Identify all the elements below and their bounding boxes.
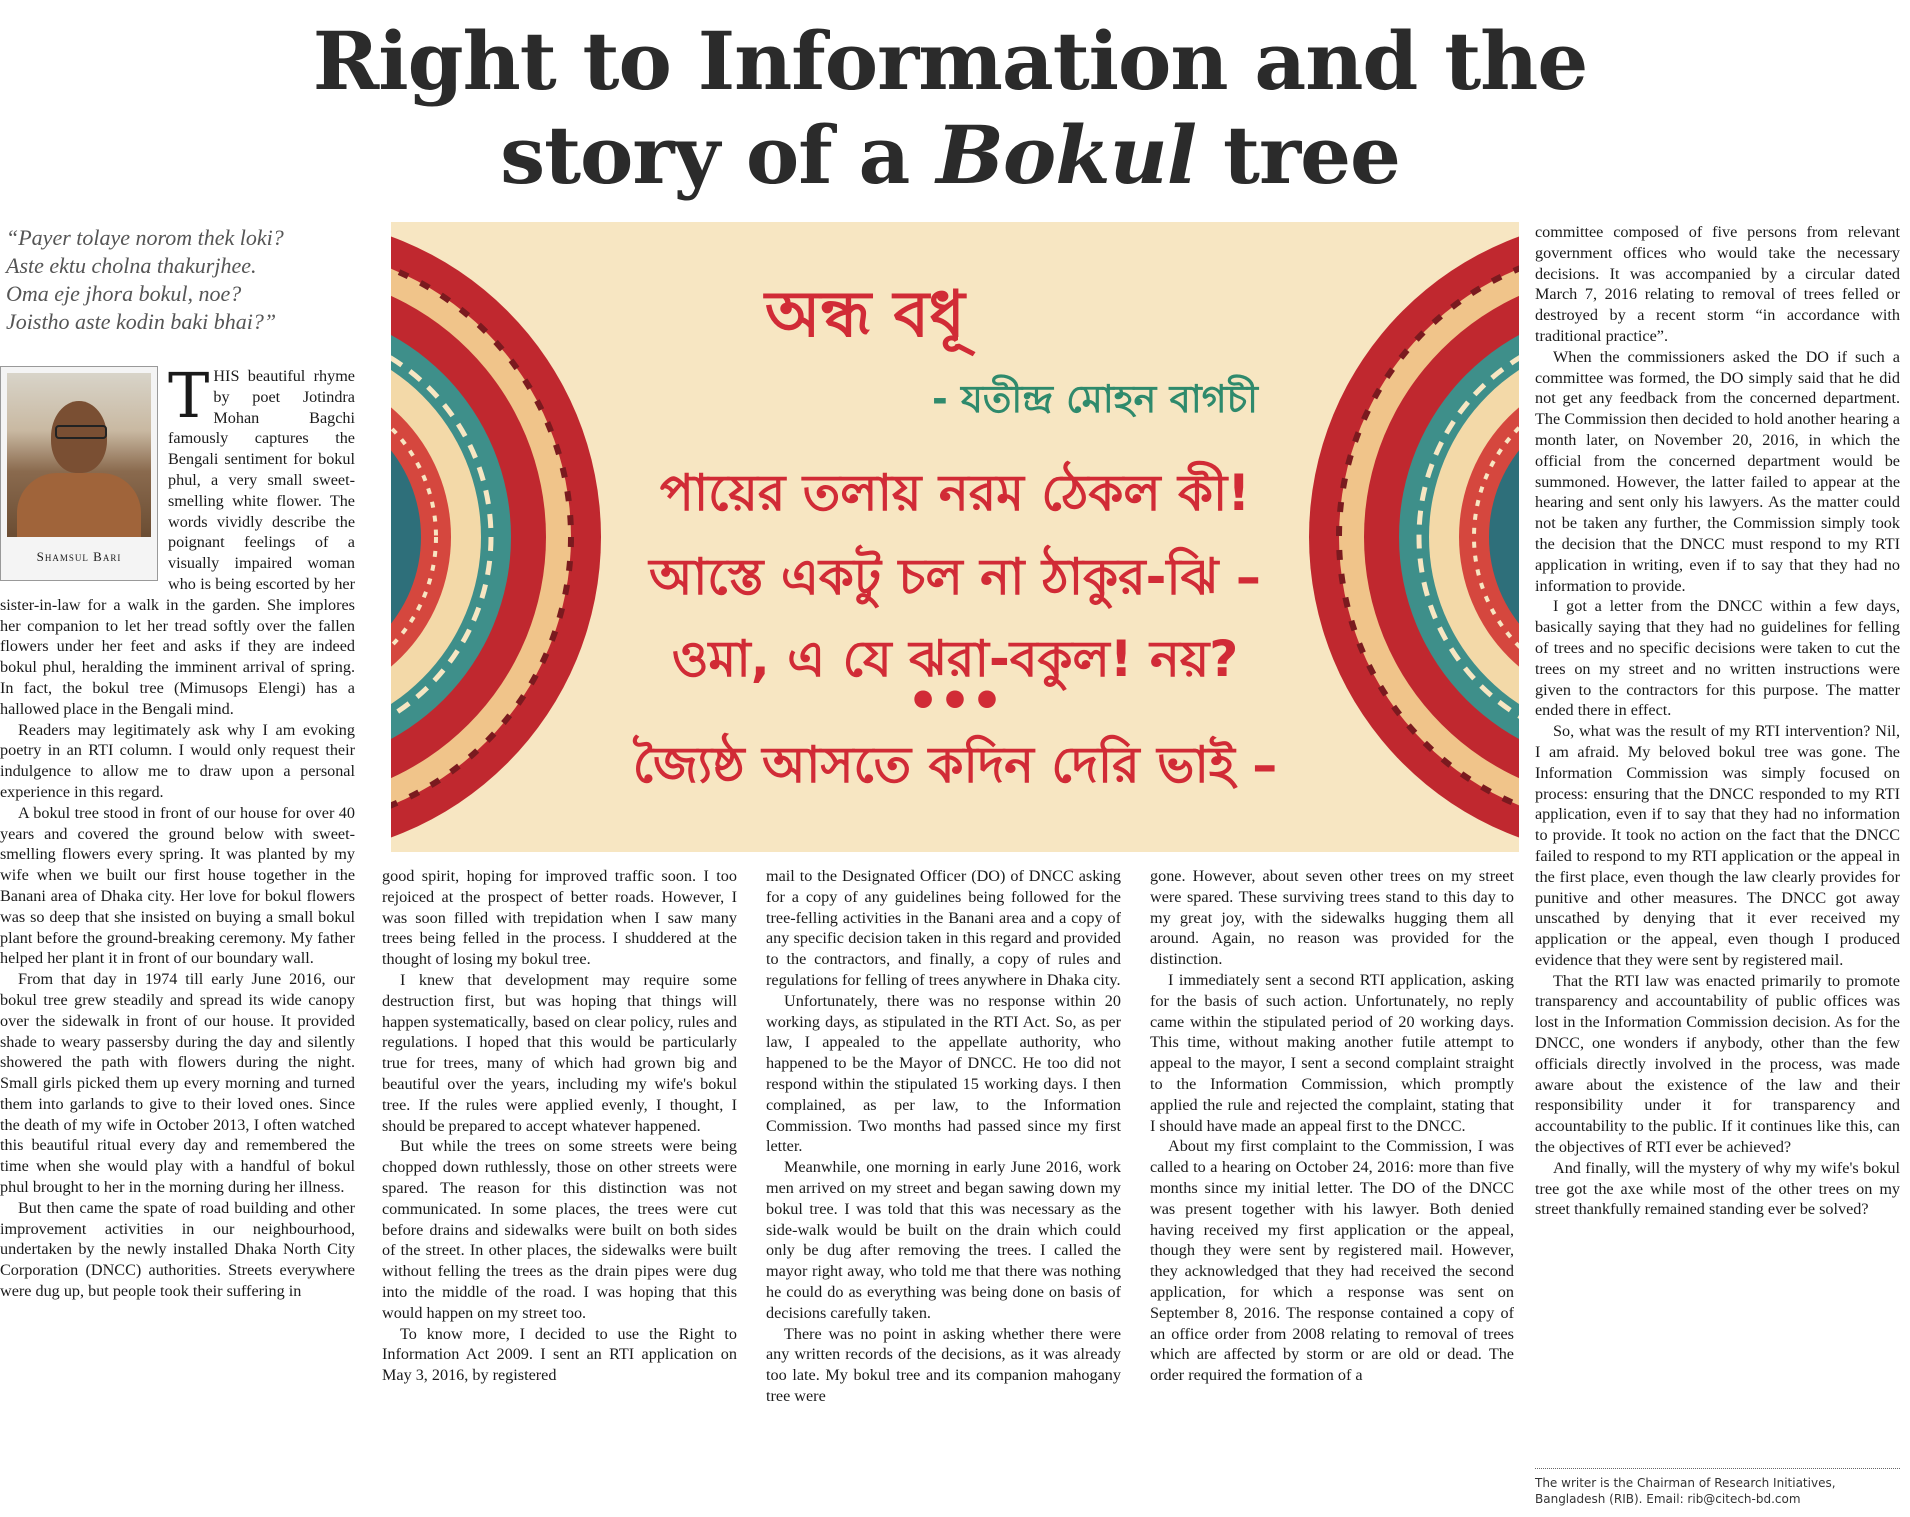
paragraph: That the RTI law was enacted primarily to promote transparency and accountability of public offices was lost in the Information Commission decision. As for the DNCC, one wonders if anybody, other than the few officials directly involved in the process, was made aware about the existence of the law and their responsibility under it for transparency and accountability to the public. If it continues like this, can the objectives of RTI ever be achieved? xyxy=(1535,971,1900,1157)
paragraph: mail to the Designated Officer (DO) of DNCC asking for a copy of any guidelines being followed for the tree-felling activities in the Banani area and a copy of any specific decision taken in this regard and provided to the contractors, and finally, a copy of rules and regulations for felling of trees anywhere in Dhaka city. xyxy=(766,867,1121,989)
article-column-2 xyxy=(382,866,737,1516)
paragraph: Readers may legitimately ask why I am evoking poetry in an RTI column. I would only request their indulgence to allow me to draw upon a personal experience in this regard. xyxy=(0,720,355,801)
paragraph: HIS beautiful rhyme by poet Jotindra Mohan Bagchi famously captures the Bengali sentiment for bokul phul, a very small sweet-smelling white flower. The words vividly describe the poignant feelings of a visually impaired woman who is being escorted by her sister-in-law for a walk in the garden. She implores her companion to let her tread softly over the fallen flowers under her feet and asks if they are indeed bokul phul, heralding the imminent arrival of spring. In fact, the bokul tree (Mimusops Elengi) has a hallowed place in the Bengali mind. xyxy=(0,367,355,718)
poem-ellipsis: ••• xyxy=(907,672,1003,730)
paragraph: And finally, will the mystery of why my wife's bokul tree got the axe while most of the other trees on my street thankfully remained standing ever be solved? xyxy=(1535,1158,1900,1219)
paragraph: Unfortunately, there was no response within 20 working days, as stipulated in the RTI Act. So, as per law, I appealed to the appellate authority, who happened to be the Mayor of DNCC. He too did not respond within the stipulated 15 working days. I then complained, as per law, to the Information Commission. Two months had passed since my first letter. xyxy=(766,991,1121,1156)
paragraph: To know more, I decided to use the Right to Information Act 2009. I sent an RTI application on May 3, 2016, by registered xyxy=(382,1324,737,1385)
pull-quote xyxy=(0,224,391,336)
poem-line: পায়ের তলায় নরম ঠেকল কী! xyxy=(659,464,1251,522)
paragraph: So, what was the result of my RTI intervention? Nil, I am afraid. My beloved bokul tree was gone. The Information Commission was simply focused on process: ensuring that the DNCC responded to my RTI application, even if to say that they had no information to provide. It took no action on the fact that the DNCC failed to respond to my RTI application or the appeal in the first place, even though the law clearly provides for punitive and other measures. The DNCC got away unscathed by denying that it ever received my application or the appeal, even though I produced evidence that they were sent by registered mail. xyxy=(1535,722,1900,969)
poem-line: ওমা, এ যে ঝরা-বকুল! নয়? xyxy=(671,630,1239,688)
paragraph: From that day in 1974 till early June 2016, our bokul tree grew steadily and spread its wide canopy over the sidewalk in front of our house. It provided shade to weary passersby during the day and silently showered the path with flowers during the night. Small girls picked them up every morning and turned them into garlands to give to their loved ones. Since the death of my wife in October 2013, I often watched this beautiful ritual every day and remembered the time when she would play with a handful of bokul phul brought to her in the morning during her illness. xyxy=(0,970,355,1197)
paragraph: A bokul tree stood in front of our house for over 40 years and covered the ground below with sweet-smelling flowers every spring. It was planted by my wife when we built our first house together in the Banani area of Dhaka city. Her love for bokul flowers was so deep that she insisted on buying a small bokul plant before the ground-breaking ceremony. My father helped her plant it in front of our boundary wall. xyxy=(0,803,355,968)
pull-quote-line: Oma eje jhora bokul, noe? xyxy=(6,281,242,306)
paragraph: But while the trees on some streets were being chopped down ruthlessly, those on other streets were spared. The reason for this distinction was not communicated. In some places, the trees were cut before drains and sidewalks were built on both sides of the street. In other places, the sidewalks were built without felling the trees as the drain pipes were dug into the middle of the road. I was hoping that this would happen on my street too. xyxy=(382,1137,737,1322)
paragraph: I knew that development may require some destruction first, but was hoping that things will happen systematically, based on clear policy, rules and regulations. I hoped that this would be particularly true for trees, many of which had grown big and beautiful over the years, including my wife's bokul tree. If the rules were applied evenly, I thought, I should be prepared to accept whatever happened. xyxy=(382,970,737,1135)
article-column-4 xyxy=(1150,866,1514,1516)
pull-quote-line: Aste ektu cholna thakurjhee. xyxy=(6,253,257,278)
paragraph: I got a letter from the DNCC within a few days, basically saying that they had no guidelines for felling of trees and no specific decisions were taken to cut the trees on my street and no written instructions were given to the contractors for this purpose. The matter ended there in effect. xyxy=(1535,597,1900,720)
poem-line: জ্যৈষ্ঠ আসতে কদিন দেরি ভাই – xyxy=(632,736,1278,794)
pull-quote-line: “Payer tolaye norom thek loki? xyxy=(6,225,284,250)
headline-line2-italic: Bokul xyxy=(936,108,1197,202)
paragraph: committee composed of five persons from relevant government offices who would take the necessary decisions. It was accompanied by a circular dated March 7, 2016 relating to removal of trees felled or destroyed by a recent storm “in accordance with traditional practice”. xyxy=(1535,223,1900,345)
paragraph: But then came the spate of road building and other improvement activities in our neighbourhood, undertaken by the newly installed Dhaka North City Corporation (DNCC) authorities. Streets everywhere were dug up, but people took their suffering in xyxy=(0,1198,355,1301)
paragraph: gone. However, about seven other trees on my street were spared. These surviving trees stand to this day to my great joy, with the sidewalks hugging them all around. Again, no reason was provided for the distinction. xyxy=(1150,867,1514,969)
headline-line2-post: tree xyxy=(1196,108,1400,202)
paragraph: About my first complaint to the Commission, I was called to a hearing on October 24, 2016: more than five months since my initial letter. The DO of the DNCC was present together with his lawyer. Both denied having received my first application or the appeal, though they were sent by registered mail. However, they acknowledged that they had received the second application, for which a response was sent on September 8, 2016. The response contained a copy of an office order from 2008 relating to removal of trees which are affected by storm or are old or dead. The order required the formation of a xyxy=(1150,1137,1514,1385)
article-column-3 xyxy=(766,866,1121,1516)
poem-illustration xyxy=(391,222,1519,852)
paragraph: good spirit, hoping for improved traffic soon. I too rejoiced at the prospect of better roads. However, I was soon filled with trepidation when I saw many trees being felled in the process. I shuddered at the thought of losing my bokul tree. xyxy=(382,867,737,969)
poem-line: আস্তে একটু চল না ঠাকুর-ঝি – xyxy=(649,548,1261,606)
poem-title: অন্ধ বধূ xyxy=(765,278,965,352)
author-photo-box xyxy=(0,366,158,581)
drop-cap: T xyxy=(168,366,210,432)
paragraph: I immediately sent a second RTI application, asking for the basis of such action. Unfortunately, no reply came within the stipulated period of 20 working days. This time, without making another futile attempt to appeal to the mayor, I sent a second complaint straight to the Information Commission, which promptly applied the rule and rejected the complaint, stating that I should have made an appeal first to the DNCC. xyxy=(1150,970,1514,1135)
author-byline: Shamsul Bari xyxy=(36,549,122,564)
paragraph: When the commissioners asked the DO if such a committee was formed, the DO simply said that he did not get any feedback from the concerned department. The Commission then decided to hold another hearing a month later, on November 20, 2016, in which the official from the concerned department would be summoned. However, the latter failed to appear at the hearing and sent only his lawyers. As the matter could not be taken any further, the Commission simply took the decision that the DNCC must respond to my RTI application in writing, even if to say that they had no information to provide. xyxy=(1535,347,1900,595)
article-column-5 xyxy=(1535,222,1900,1467)
headline-line1: Right to Information and the xyxy=(312,14,1588,108)
poem-poet: - যতীন্দ্র মোহন বাগচী xyxy=(931,377,1259,421)
headline xyxy=(200,14,1700,202)
author-footnote: The writer is the Chairman of Research Initiatives, Bangladesh (RIB). Email: rib@citech-bd.com xyxy=(1535,1468,1900,1507)
paragraph: Meanwhile, one morning in early June 2016, work men arrived on my street and began sawing down my bokul tree. I was told that this was necessary as the side-walk would be built on the drain which could only be dug after removing the trees. I called the mayor right away, who told me that there was nothing he could do as everything was being done on basis of decisions carefully taken. xyxy=(766,1158,1121,1322)
pull-quote-line: Joistho aste kodin baki bhai?” xyxy=(6,309,277,334)
article-column-1 xyxy=(0,366,355,1516)
paragraph: There was no point in asking whether there were any written records of the decisions, as it was already too late. My bokul tree and its companion mahogany tree were xyxy=(766,1324,1121,1405)
headline-line2-pre: story of a xyxy=(500,108,937,202)
author-photo xyxy=(7,373,151,537)
